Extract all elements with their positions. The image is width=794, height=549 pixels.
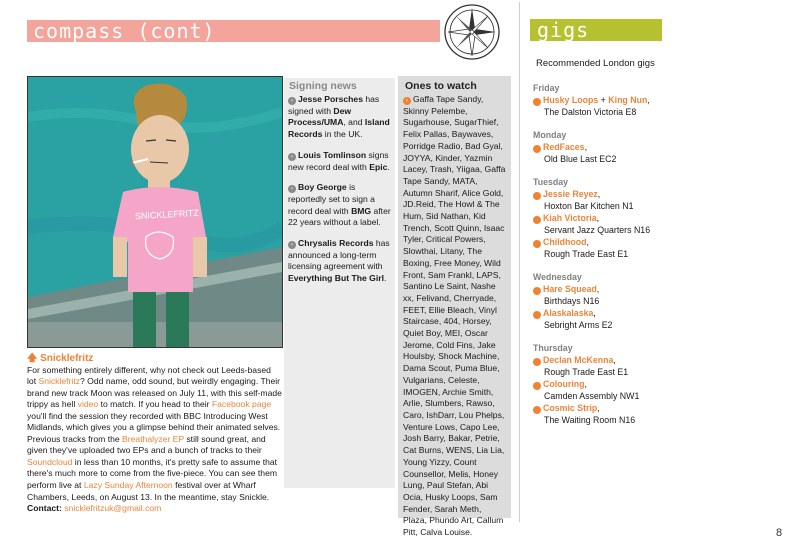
bullet-icon: › — [533, 382, 541, 390]
article-link[interactable]: video — [77, 399, 99, 410]
gig-day-heading: Friday — [533, 83, 560, 93]
gig-venue: Rough Trade East E1 — [544, 367, 629, 377]
article-text: you'll find the session they recorded with BBC Introducing West Midlands, which gives you a glimpse behind their animated selves. Previous tracks from the — [27, 410, 281, 444]
article-text: in less than 10 months, it's pretty safe to assume that there's much more to come from the five-piece. You can see them perform live at — [27, 456, 278, 491]
gig-act-separator: + — [598, 95, 609, 105]
signing-news-text: is reportedly set to sign a record deal with — [288, 182, 375, 216]
ones-to-watch-body — [403, 94, 507, 539]
signing-news-text: . — [383, 273, 387, 284]
bullet-icon: › — [403, 97, 411, 105]
bullet-icon: › — [533, 216, 541, 224]
bullet-icon: › — [533, 192, 541, 200]
contact-label: Contact — [27, 503, 59, 514]
gig-separator: , — [593, 308, 596, 318]
column-divider — [519, 2, 520, 522]
signing-news-card — [284, 78, 395, 488]
bullet-icon: › — [288, 97, 296, 105]
signing-news-text: Chrysalis Records — [298, 238, 374, 249]
bullet-icon: › — [533, 98, 541, 106]
gig-separator: , — [613, 355, 616, 365]
article-text: ? Odd name, odd sound, but weirdly engaging. Their brand new track Moon was released on July 11, with this self-made trippy as hell — [27, 376, 282, 410]
gig-entry — [533, 354, 783, 366]
gig-entry — [533, 94, 783, 106]
signing-news-text: Louis Tomlinson — [298, 149, 367, 160]
gig-act-link[interactable]: Colouring — [543, 379, 585, 389]
article-contact: Contact: snicklefritzuk@gmail.com — [27, 503, 162, 514]
bullet-icon: › — [533, 358, 541, 366]
gig-act-link[interactable]: Alaskalaska — [543, 308, 594, 318]
signing-news-item — [288, 94, 392, 141]
article-link[interactable]: Snicklefritz — [38, 376, 81, 387]
gig-act-link[interactable]: King Nun — [608, 95, 648, 105]
gig-day-heading: Wednesday — [533, 272, 582, 282]
gig-separator: , — [596, 213, 600, 223]
gig-venue: Hoxton Bar Kitchen N1 — [544, 201, 634, 211]
ones-to-watch-title: Ones to watch — [405, 80, 477, 92]
signing-news-text: in the UK. — [322, 129, 363, 140]
snicklefritz-article — [27, 353, 282, 515]
gig-act-link[interactable]: Hare Squead — [543, 284, 597, 294]
signing-news-text: , and — [343, 117, 365, 128]
gigs-subtitle: Recommended London gigs — [536, 58, 655, 69]
signing-news-text: Boy George — [298, 182, 347, 193]
gig-separator: , — [597, 403, 600, 413]
signing-news-list — [288, 94, 392, 294]
gig-entry — [533, 141, 783, 153]
gig-entry — [533, 402, 783, 414]
bullet-icon: › — [533, 287, 541, 295]
article-text: For something entirely different, why not check out Leeds-based lot — [27, 364, 271, 387]
arrow-up-icon: 🡅 — [27, 353, 38, 364]
section-header-compass — [27, 20, 440, 42]
signing-news-text: Everything But The Girl — [288, 273, 384, 284]
gig-separator: , — [584, 379, 587, 389]
article-link[interactable]: Facebook page — [211, 399, 272, 410]
gig-separator: , — [586, 237, 589, 247]
ones-to-watch-list: Gaffa Tape Sandy, Skinny Pelembe, Sugarhouse, SugarThief, Felix Pallas, Baywaves, Porridge Radio, Bad Gyal, JOYYA, Kinder, Yazmin Lacey, Trash, Yiigaa, Gaffa Tape Sandy, MATA, Autumn Sharif, Alice Gold, JD.Reid, The Howl & The Hum, Sid Nathan, Kid Trench, Scott Quinn, Isaac Tyler, Critical Powers, Slowthai, Litany, The Boxing, Free Money, Wild Front, Sam Frankl, LAPS, Santino Le Saint, Nashe xx, Felivand, Cherryade, FEET, Ellie Bleach, Vinyl Staircase, 404, Horsey, Quiet Boy, MEI, Oscar Jerome, Cold Fins, Jake Houlsby, Shock Machine, Dama Scout, Puma Blue, Vulgarians, Celeste, IMOGEN, Archie Smith, Arlie, Slumbers, Rawso, Caro, IshDarr, Lou Phelps, Venture Lows, Capo Lee, Josh Barry, Bakar, Petrie, Cat Burns, WENS, Lia Lia, Young Yizzy, Count Counsellor, Melis, Honey Lung, Paul Stefan, Abi Ocia, Husky Loops, Sam Fender, Sarah Meth, Plaza, Phundo Art, Callum Pitt, Calva Louise. — [403, 94, 506, 538]
gig-act-link[interactable]: Kiah Victoria — [543, 213, 597, 223]
gig-venue: Birthdays N16 — [544, 296, 600, 306]
gig-entry — [533, 307, 783, 319]
article-kicker — [27, 353, 282, 365]
gig-separator: , — [597, 189, 601, 199]
section-header-gigs — [530, 19, 662, 41]
article-text: still sound great, and given they've uploaded two EPs and a bunch of tracks to their — [27, 433, 266, 456]
gig-entry — [533, 188, 783, 200]
gig-day-heading: Thursday — [533, 343, 573, 353]
signing-news-text: has signed with — [288, 94, 380, 116]
gig-separator: , — [647, 95, 650, 105]
gig-act-link[interactable]: Childhood — [543, 237, 587, 247]
gig-act-link[interactable]: Husky Loops — [543, 95, 599, 105]
contact-email-link[interactable]: snicklefritzuk@gmail.com — [64, 503, 162, 514]
bullet-icon: › — [533, 406, 541, 414]
article-body — [27, 365, 282, 504]
signing-news-text: Island Records — [288, 117, 390, 140]
gig-day-heading: Tuesday — [533, 177, 569, 187]
article-link[interactable]: Lazy Sunday Afternoon — [83, 480, 173, 491]
gig-venue: Sebright Arms E2 — [544, 320, 613, 330]
signing-news-item — [288, 150, 392, 173]
gig-act-link[interactable]: Jessie Reyez — [543, 189, 598, 199]
signing-news-text: Epic — [369, 161, 388, 172]
signing-news-text: Jesse Porsches — [298, 94, 363, 104]
gig-separator: , — [584, 142, 588, 152]
signing-news-item — [288, 182, 392, 229]
article-link[interactable]: Soundcloud — [27, 456, 73, 467]
signing-news-text: BMG — [351, 205, 372, 216]
bullet-icon: › — [288, 185, 296, 193]
signing-news-text: . — [387, 161, 390, 172]
bullet-icon: › — [288, 241, 296, 249]
ones-to-watch-card — [398, 76, 511, 538]
article-link[interactable]: Breathalyzer EP — [122, 433, 184, 444]
signing-news-title: Signing news — [289, 80, 357, 92]
bullet-icon: › — [533, 145, 541, 153]
signing-news-text: after 22 years without a label. — [288, 205, 391, 228]
compass-rose-icon — [442, 2, 502, 62]
gig-entry — [533, 236, 783, 248]
gig-entry — [533, 378, 783, 390]
signing-news-text: Dew Process/UMA — [288, 105, 352, 128]
section-title: compass (cont) — [33, 19, 216, 43]
gig-venue: Camden Assembly NW1 — [544, 391, 640, 401]
signing-news-text: has announced a long-term licensing agreement with — [288, 238, 390, 272]
signing-news-item — [288, 238, 392, 285]
bullet-icon: › — [288, 153, 296, 161]
section-title: gigs — [537, 18, 590, 42]
gig-act-link[interactable]: Cosmic Strip — [543, 403, 598, 413]
gig-venue: The Waiting Room N16 — [544, 415, 636, 425]
gig-entry — [533, 283, 783, 295]
bullet-icon: › — [533, 311, 541, 319]
gig-venue: Servant Jazz Quarters N16 — [544, 225, 651, 235]
article-text: to match. If you head to their — [98, 399, 212, 410]
gig-day-heading: Monday — [533, 130, 567, 140]
gig-act-link[interactable]: RedFaces — [543, 142, 585, 152]
gig-venue: Rough Trade East E1 — [544, 249, 629, 259]
gig-venue: The Dalston Victoria E8 — [544, 107, 637, 117]
bullet-icon: › — [533, 240, 541, 248]
article-text: festival over at Wharf Chambers, Leeds, on August 13. In the meantime, stay Snickle. — [27, 480, 270, 502]
gig-separator: , — [596, 284, 600, 294]
article-kicker-label: Snicklefritz — [40, 353, 94, 364]
shirt-print: SNICKLEFRITZ — [134, 207, 200, 222]
gig-act-link[interactable]: Declan McKenna — [543, 355, 614, 365]
signing-news-text: signs new record deal with — [288, 149, 389, 172]
gig-entry — [533, 212, 783, 224]
gigs-list — [533, 82, 783, 426]
band-illustration — [27, 76, 283, 348]
page-number: 8 — [776, 527, 783, 539]
gig-venue: Old Blue Last EC2 — [544, 154, 617, 164]
